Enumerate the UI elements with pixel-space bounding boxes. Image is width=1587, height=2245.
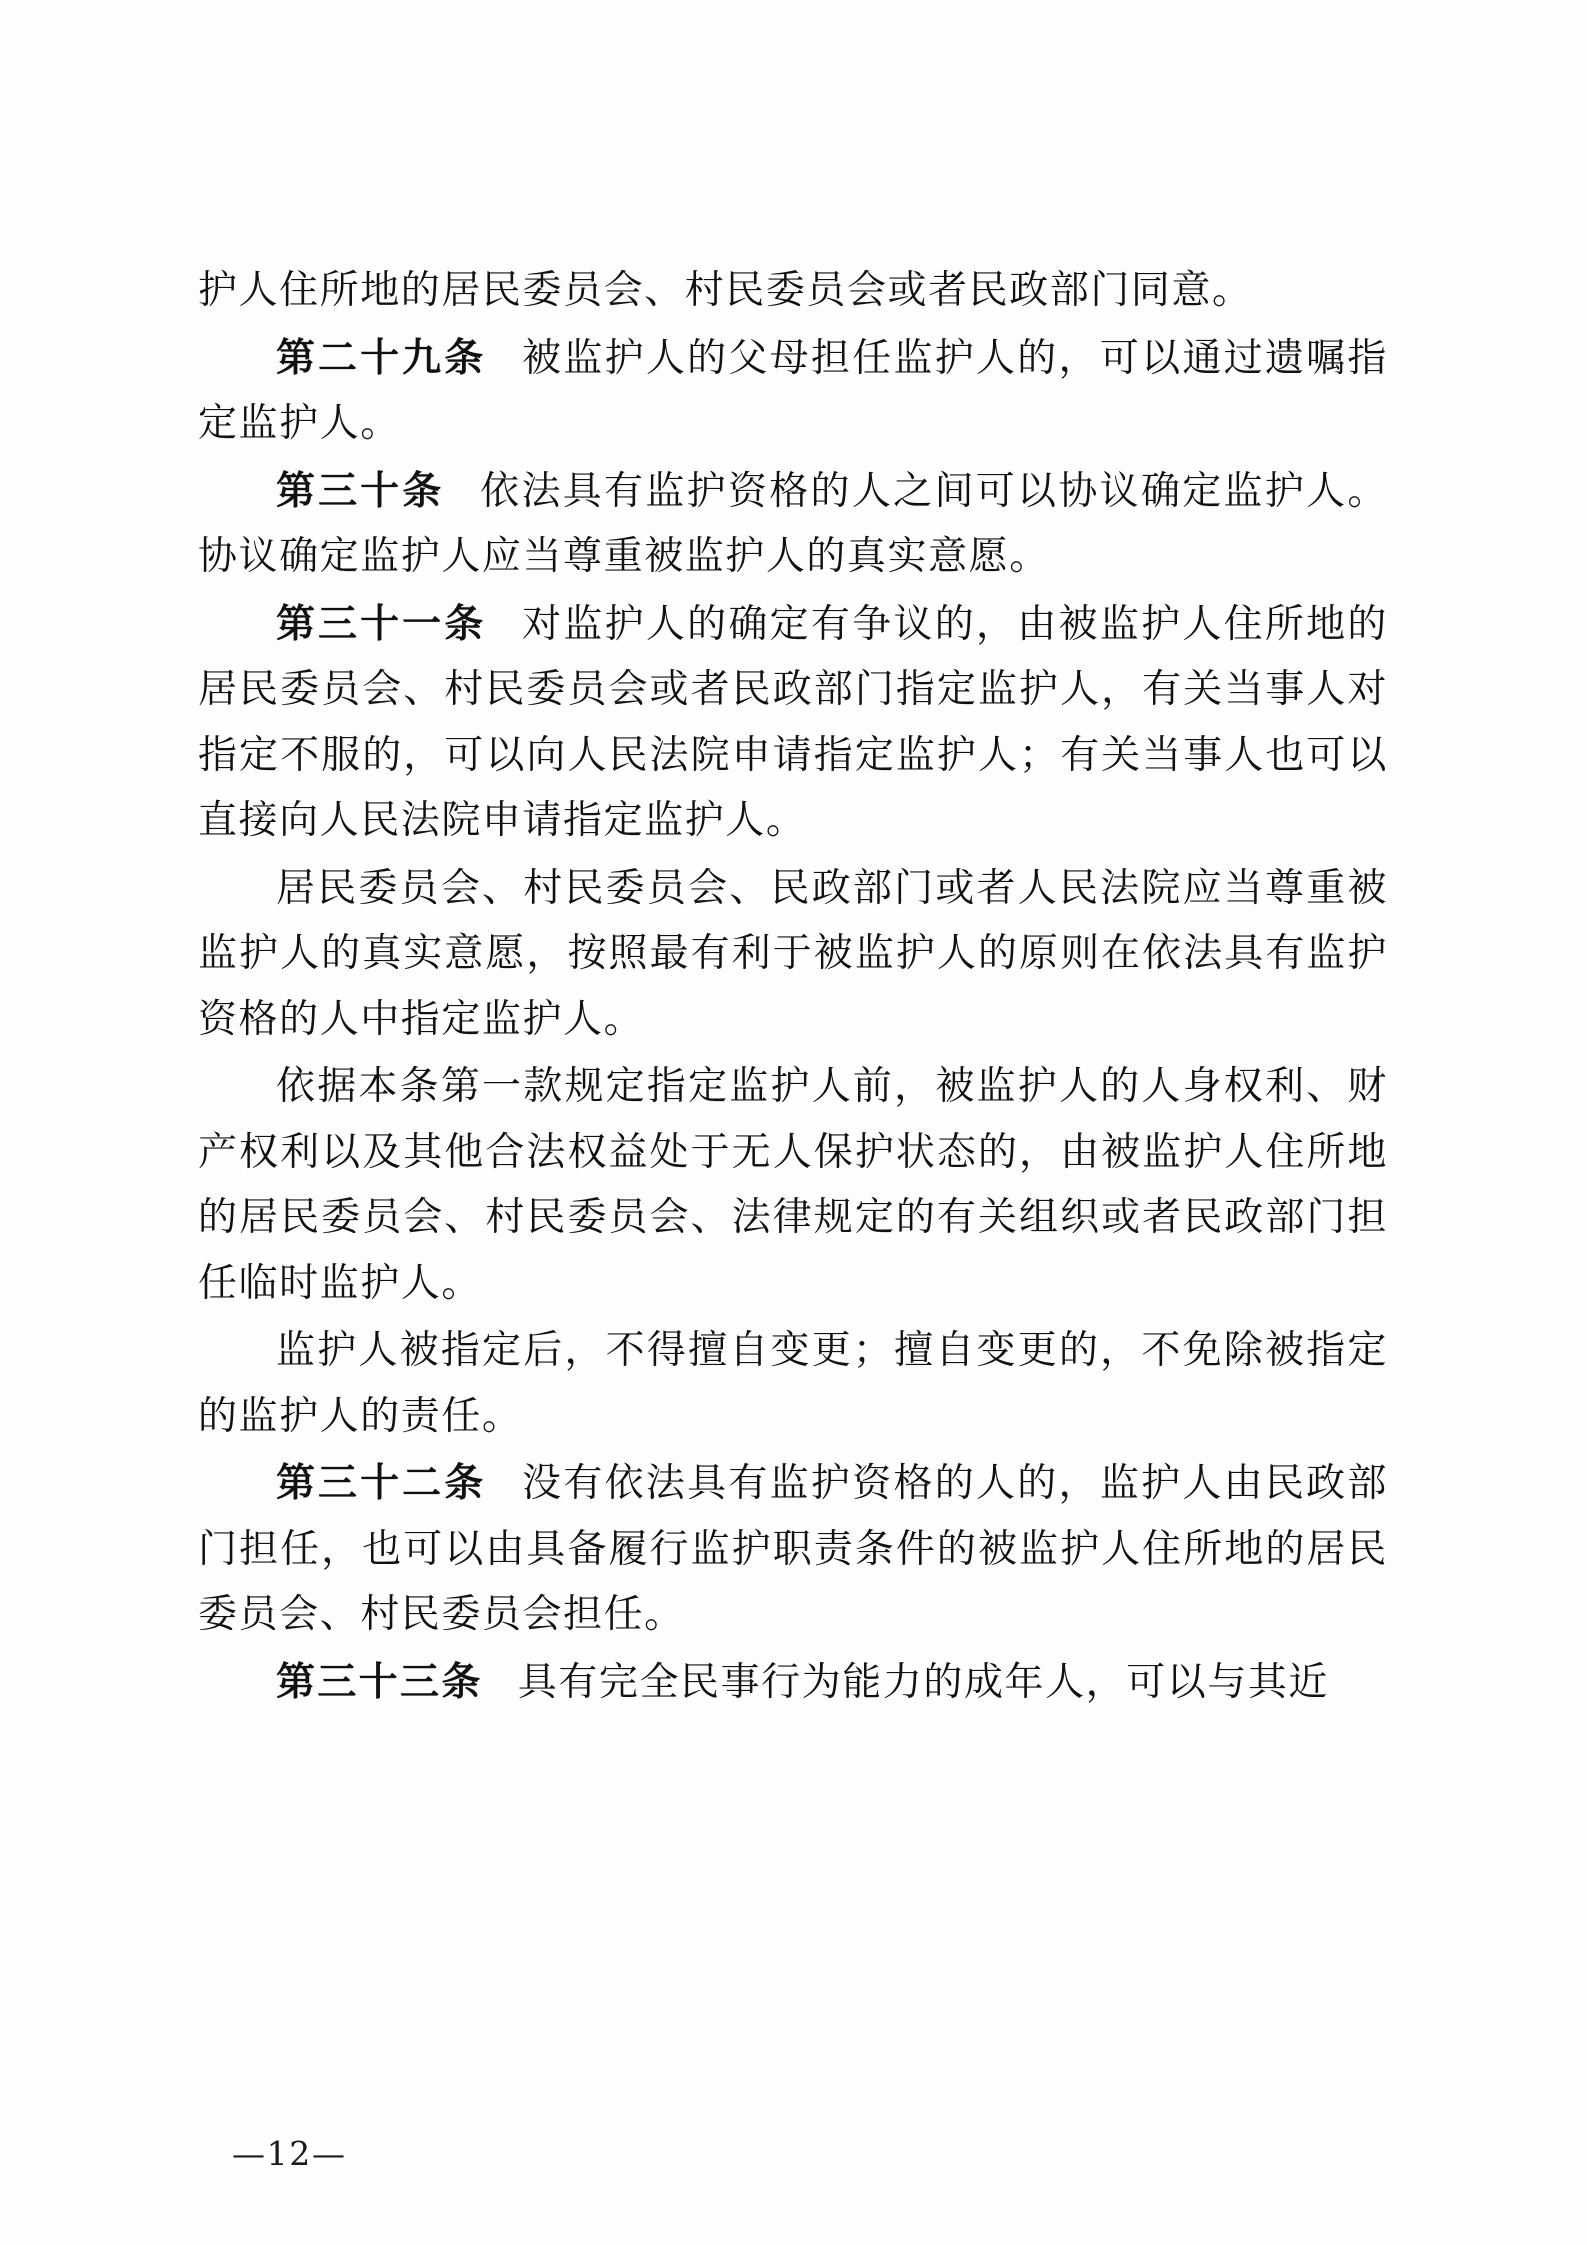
paragraph — [198, 459, 1388, 590]
paragraph-text: 居民委员会、村民委员会、民政部门或者人民法院应当尊重被监护人的真实意愿，按照最有利于被监护人的原则在依法具有监护资格的人中指定监护人。 — [198, 865, 1388, 1042]
paragraph-text: 对监护人的确定有争议的，由被监护人住所地的居民委员会、村民委员会或者民政部门指定监护人，有关当事人对指定不服的，可以向人民法院申请指定监护人；有关当事人也可以直接向人民法院申请指定监护人。 — [198, 601, 1388, 844]
paragraph — [198, 326, 1388, 457]
paragraph — [198, 1650, 1388, 1716]
paragraph-text: 依据本条第一款规定指定监护人前，被监护人的人身权利、财产权利以及其他合法权益处于无人保护状态的，由被监护人住所地的居民委员会、村民委员会、法律规定的有关组织或者民政部门担任临时监护人。 — [198, 1064, 1388, 1306]
page-number: —12— — [232, 2134, 347, 2173]
article-number: 第三十二条 — [276, 1460, 487, 1507]
paragraph — [198, 258, 1388, 324]
paragraph — [198, 856, 1388, 1053]
paragraph — [198, 592, 1388, 854]
article-number: 第三十一条 — [276, 600, 487, 647]
paragraph — [198, 1054, 1388, 1316]
paragraph — [198, 1318, 1388, 1449]
paragraph-text: 没有依法具有监护资格的人的，监护人由民政部门担任，也可以由具备履行监护职责条件的被监护人住所地的居民委员会、村民委员会担任。 — [198, 1461, 1388, 1638]
paragraph-text: 依法具有监护资格的人之间可以协议确定监护人。协议确定监护人应当尊重被监护人的真实意愿。 — [198, 468, 1388, 580]
paragraph — [198, 1451, 1388, 1648]
paragraph-text: 护人住所地的居民委员会、村民委员会或者民政部门同意。 — [198, 268, 1253, 313]
article-number: 第二十九条 — [276, 334, 487, 381]
page-body-text — [198, 258, 1388, 1717]
paragraph-text: 被监护人的父母担任监护人的，可以通过遗嘱指定监护人。 — [198, 335, 1388, 447]
paragraph-text: 具有完全民事行为能力的成年人，可以与其近 — [517, 1659, 1329, 1705]
article-number: 第三十三条 — [276, 1658, 483, 1705]
article-number: 第三十条 — [276, 467, 445, 514]
paragraph-text: 监护人被指定后，不得擅自变更；擅自变更的，不免除被指定的监护人的责任。 — [198, 1328, 1388, 1439]
